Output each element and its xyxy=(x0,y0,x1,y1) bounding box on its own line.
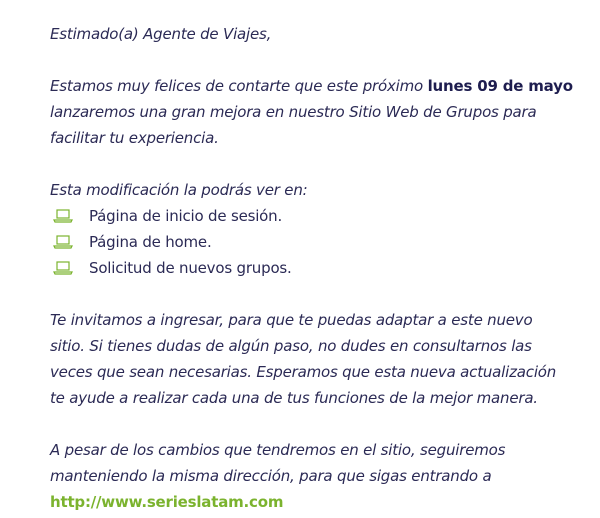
changes-list xyxy=(50,203,570,281)
list-item xyxy=(50,255,570,281)
list-item-label: Página de inicio de sesión. xyxy=(89,207,283,225)
spacer xyxy=(50,411,570,437)
list-item-label: Página de home. xyxy=(89,233,212,251)
spacer xyxy=(50,151,570,177)
intro-line-3: facilitar tu experiencia. xyxy=(50,129,219,147)
invitation-line-2: sitio. Si tienes dudas de algún paso, no dudes en consultarnos las xyxy=(50,337,532,355)
list-item xyxy=(50,203,570,229)
invitation-line-1: Te invitamos a ingresar, para que te puedas adaptar a este nuevo xyxy=(50,311,533,329)
intro-line-2: lanzaremos una gran mejora en nuestro Sitio Web de Grupos para xyxy=(50,103,537,121)
invitation-line-3: veces que sean necesarias. Esperamos que esta nueva actualización xyxy=(50,363,557,381)
list-intro: Esta modificación la podrás ver en: xyxy=(50,181,308,199)
intro-line-1 xyxy=(50,73,573,99)
laptop-icon xyxy=(53,209,73,223)
laptop-icon xyxy=(53,261,73,275)
greeting: Estimado(a) Agente de Viajes, xyxy=(50,25,272,43)
intro-text: Estamos muy felices de contarte que este próximo xyxy=(50,77,428,95)
spacer xyxy=(50,281,570,307)
list-item-label: Solicitud de nuevos grupos. xyxy=(89,259,292,277)
laptop-icon xyxy=(53,235,73,249)
launch-date: lunes 09 de mayo xyxy=(427,77,573,95)
spacer xyxy=(50,47,570,73)
email-body xyxy=(50,21,573,515)
website-link[interactable]: http://www.serieslatam.com xyxy=(50,493,284,511)
closing-line-2: manteniendo la misma dirección, para que sigas entrando a xyxy=(50,467,492,485)
list-item xyxy=(50,229,570,255)
invitation-line-4: te ayude a realizar cada una de tus funciones de la mejor manera. xyxy=(50,389,538,407)
closing-line-1: A pesar de los cambios que tendremos en el sitio, seguiremos xyxy=(50,441,506,459)
